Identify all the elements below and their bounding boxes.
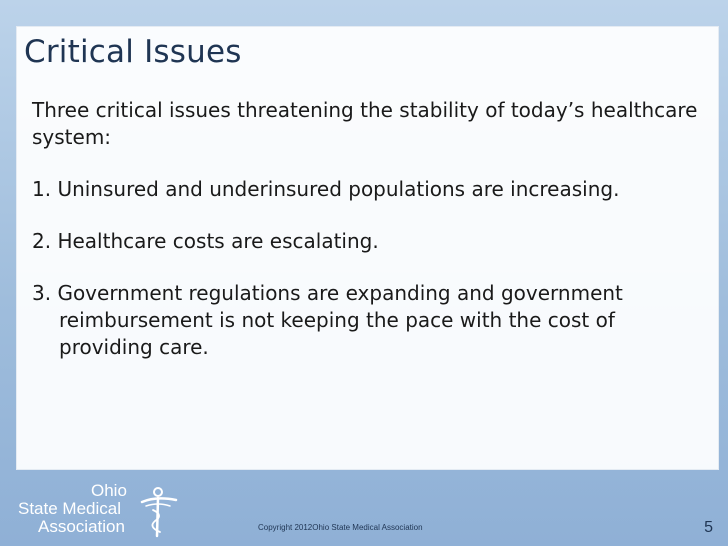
- slide-title: Critical Issues: [24, 34, 242, 70]
- logo-text-association: Association: [38, 517, 125, 536]
- issue-item-2: 2. Healthcare costs are escalating.: [32, 229, 379, 253]
- osma-logo: [18, 482, 178, 546]
- intro-text: Three critical issues threatening the stability of today’s healthcare system:: [32, 98, 698, 149]
- issue-item-1: 1. Uninsured and underinsured populations are increasing.: [32, 177, 620, 201]
- slide-body: [32, 97, 712, 361]
- logo-text-state-medical: State Medical: [18, 499, 121, 518]
- caduceus-figure-icon: [136, 484, 180, 542]
- slide-footer: [0, 468, 728, 546]
- copyright-text: Copyright 2012Ohio State Medical Association: [258, 523, 423, 532]
- issue-item-3: 3. Government regulations are expanding and government reimbursement is not keeping the pace with the cost of providing care.: [32, 281, 623, 359]
- page-number: 5: [704, 519, 713, 536]
- logo-text-ohio: Ohio: [91, 481, 127, 500]
